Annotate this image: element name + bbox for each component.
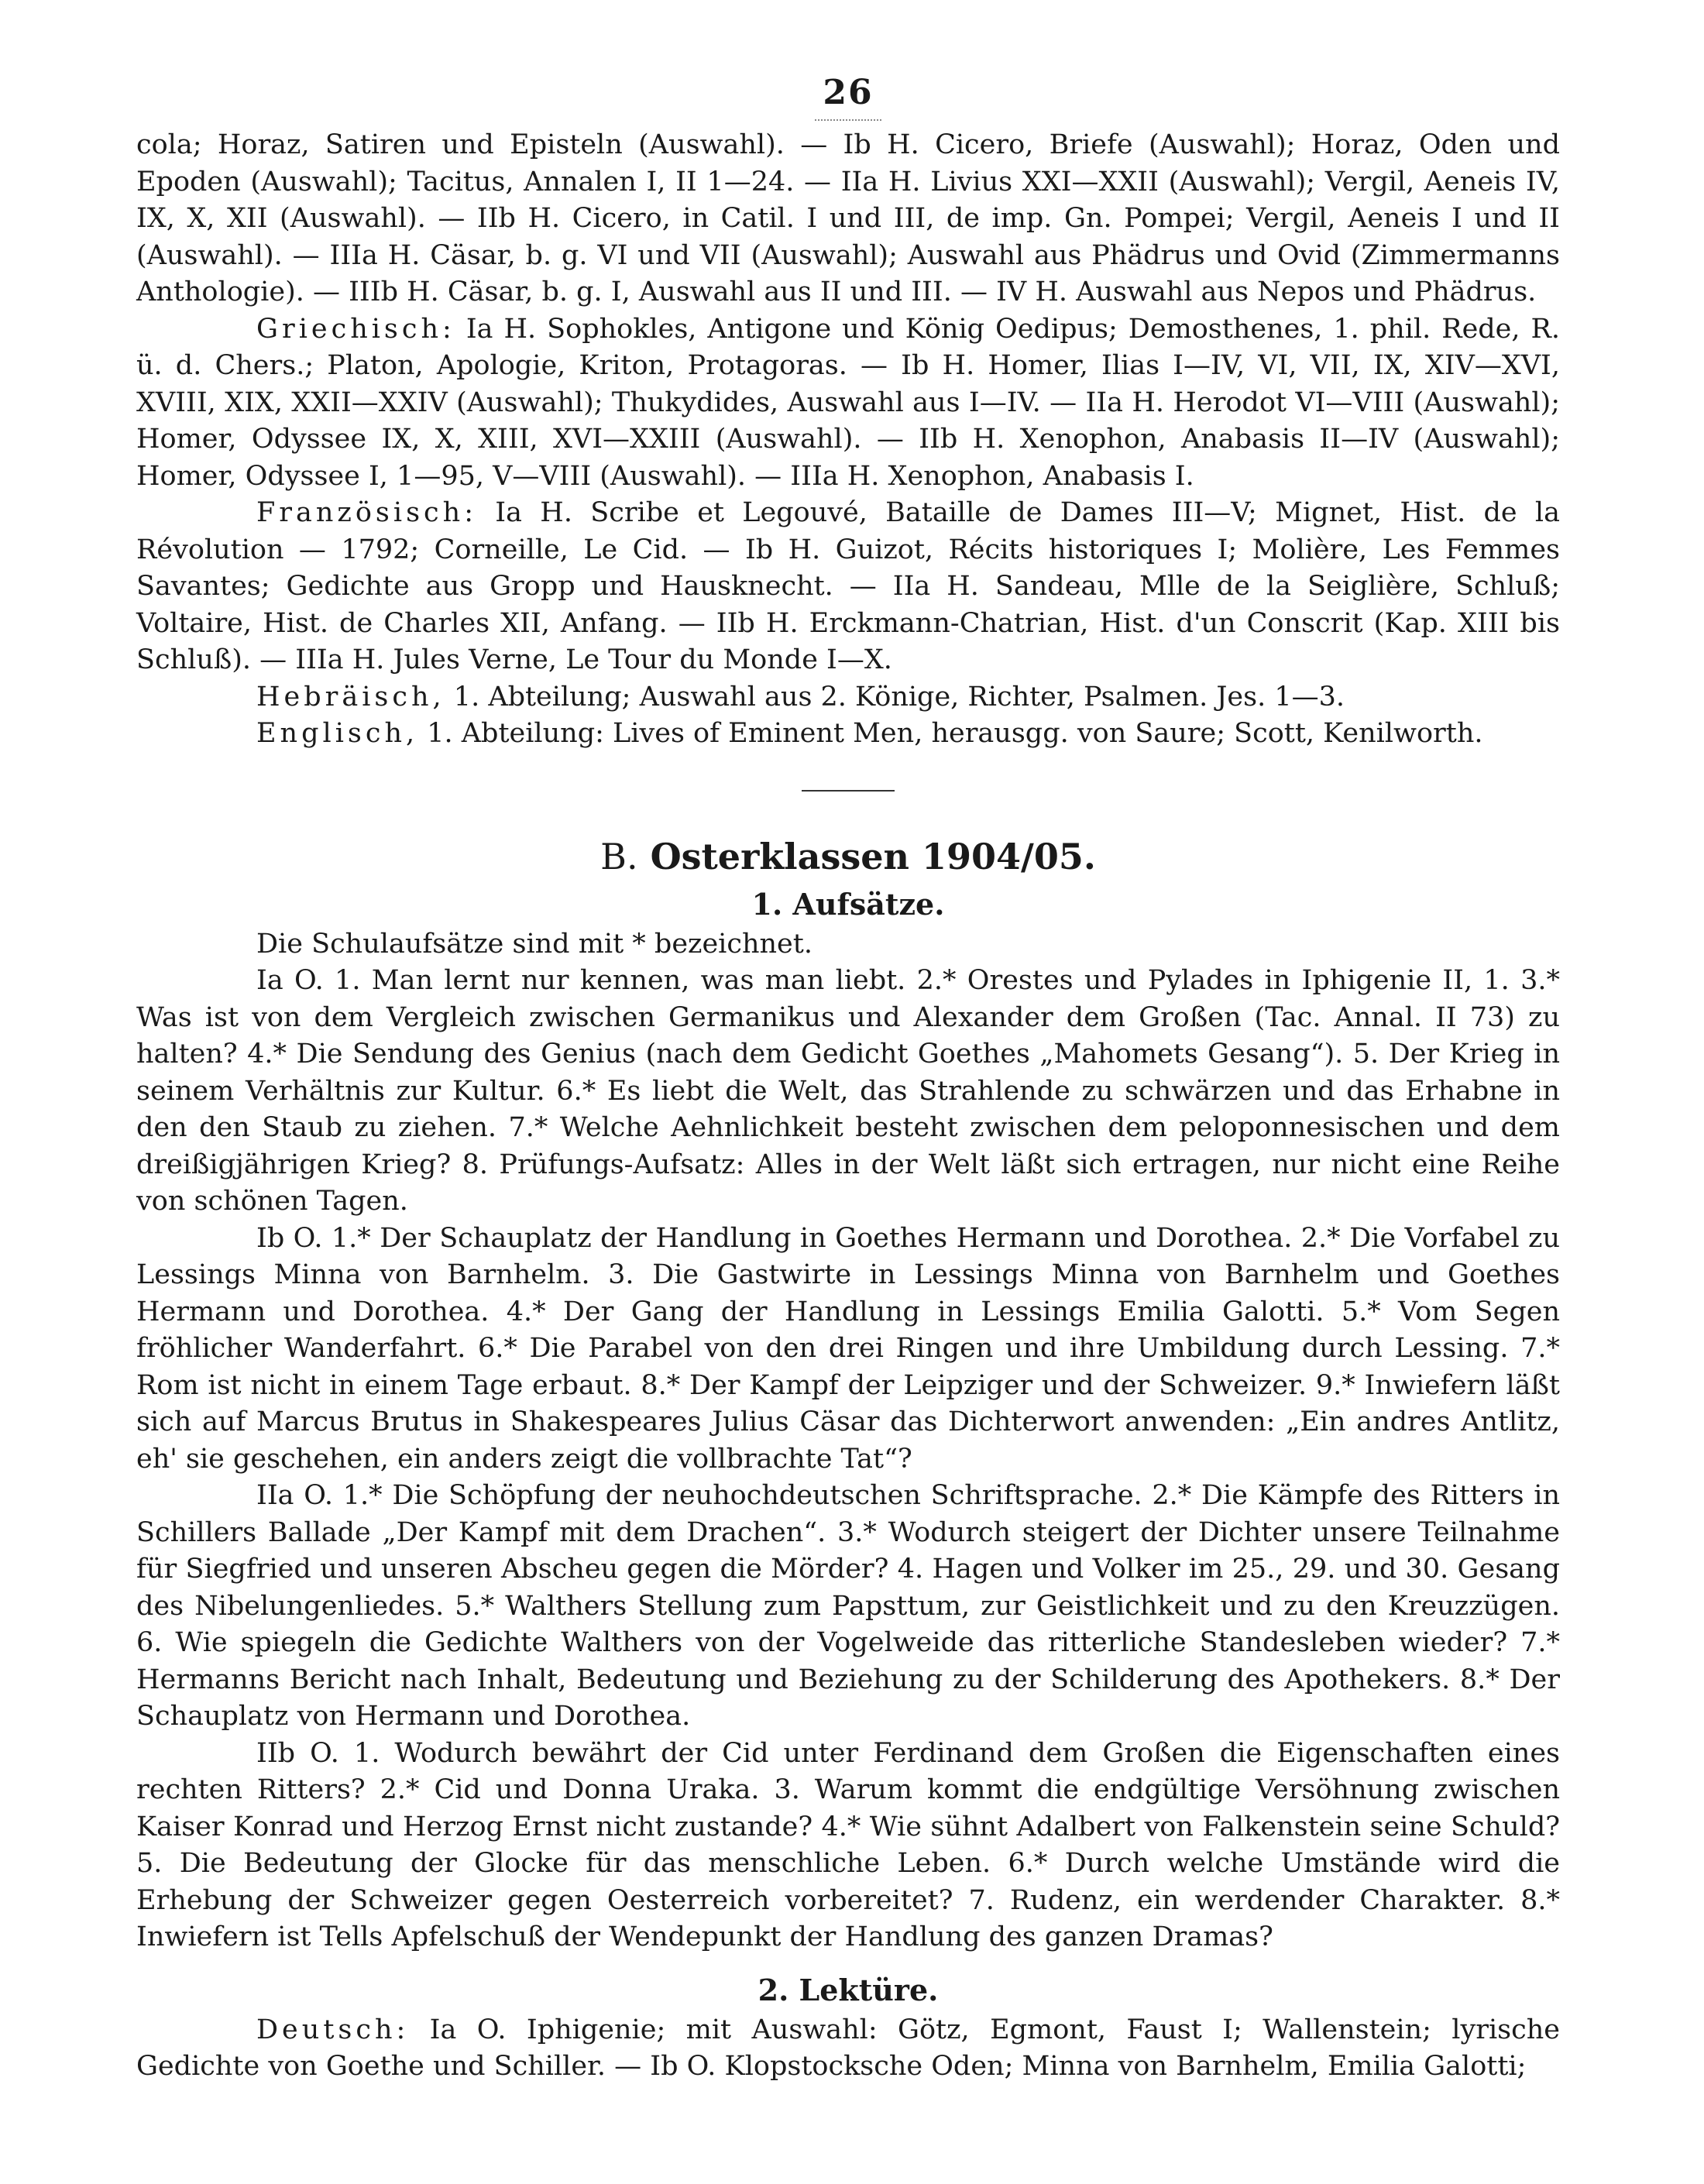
french-text: Ia H. Scribe et Legouvé, Bataille de Dames III—V; Mignet, Hist. de la Révolution — 1792; Corneille, Le Cid. — Ib H. Guizot, Récits historiques I; Molière, Les Femmes Savantes; Gedichte aus Gropp und Hausknecht. — IIa H. Sandeau, Mlle de la Seiglière, Schluß; Voltaire, Hist. de Charles XII, Anfang. — IIb H. Erckmann-Chatrian, Hist. d'un Conscrit (Kap. XIII bis Schluß). — IIIa H. Jules Verne, Le Tour du Monde I—X. [136,497,1560,675]
aufsaetze-iib: IIb O. 1. Wodurch bewährt der Cid unter Ferdinand dem Großen die Eigenschaften eines rechten Ritters? 2.* Cid und Donna Uraka. 3. Warum kommt die endgültige Versöhnung zwischen Kaiser Konrad und Herzog Ernst nicht zustande? 4.* Wie sühnt Adalbert von Falkenstein seine Schuld? 5. Die Bedeutung der Glocke für das menschliche Leben. 6.* Durch welche Umstände wird die Erhebung der Schweizer gegen Oesterreich vorbereitet? 7. Rudenz, ein werdender Charakter. 8.* Inwiefern ist Tells Apfelschuß der Wendepunkt der Handlung des ganzen Dramas? [136,1737,1560,1952]
english-text: 1. Abteilung: Lives of Eminent Men, herausgg. von Saure; Scott, Kenilworth. [418,718,1483,749]
hebrew-label: Hebräisch, [256,681,445,713]
document-page [136,70,1560,2086]
french-label: Französisch: [256,497,477,528]
aufsaetze-ib: Ib O. 1.* Der Schauplatz der Handlung in Goethes Hermann und Dorothea. 2.* Die Vorfabel zu Lessings Minna von Barnhelm. 3. Die Gastwirte in Lessings Minna von Barnhelm und Goethes Hermann und Dorothea. 4.* Der Gang der Handlung in Lessings Emilia Galotti. 5.* Vom Segen fröhlicher Wanderfahrt. 6.* Die Parabel von den drei Ringen und ihre Umbildung durch Lessing. 7.* Rom ist nicht in einem Tage erbaut. 8.* Der Kampf der Leipziger und der Schweizer. 9.* Inwiefern läßt sich auf Marcus Brutus in Shakespeares Julius Cäsar das Dichterwort anwenden: „Ein andres Antlitz, eh' sie geschehen, ein anders zeigt die vollbrachte Tat“? [136,1222,1560,1475]
aufsaetze-ia: Ia O. 1. Man lernt nur kennen, was man liebt. 2.* Orestes und Pylades in Iphigenie II, 1. 3.* Was ist von dem Vergleich zwischen Germanikus und Alexander dem Großen (Tac. Annal. II 73) zu halten? 4.* Die Sendung des Genius (nach dem Gedicht Goethes „Mahomets Gesang“). 5. Der Krieg in seinem Verhältnis zur Kultur. 6.* Es liebt die Welt, das Strahlende zu schwärzen und das Erhabne in den den Staub zu ziehen. 7.* Welche Aehnlichkeit besteht zwischen dem peloponnesischen und dem dreißigjährigen Krieg? 8. Prüfungs-Aufsatz: Alles in der Welt läßt sich ertragen, nur nicht eine Reihe von schönen Tagen. [136,965,1560,1217]
lektuere-heading: 2. Lektüre. [758,1972,939,2007]
french-paragraph [136,495,1560,679]
page-number: 26 [136,70,1560,121]
hebrew-paragraph [136,679,1560,716]
lektuere-deutsch-paragraph [136,2012,1560,2086]
section-prefix: B. [600,835,638,877]
latin-continued-paragraph: cola; Horaz, Satiren und Episteln (Auswahl). — Ib H. Cicero, Briefe (Auswahl); Horaz, Oden und Epoden (Auswahl); Tacitus, Annalen I, II 1—24. — IIa H. Livius XXI—XXII (Auswahl); Vergil, Aeneis IV, IX, X, XII (Auswahl). — IIb H. Cicero, in Catil. I und III, de imp. Gn. Pompei; Vergil, Aeneis I und II (Auswahl). — IIIa H. Cäsar, b. g. VI und VII (Auswahl); Auswahl aus Phädrus und Ovid (Zimmermanns Anthologie). — IIIb H. Cäsar, b. g. I, Auswahl aus II und III. — IV H. Auswahl aus Nepos und Phädrus. [136,129,1560,307]
greek-label: Griechisch: [256,313,455,345]
deutsch-text: Ia O. Iphigenie; mit Auswahl: Götz, Egmont, Faust I; Wallenstein; lyrische Gedichte von Goethe und Schiller. — Ib O. Klopstocksche Oden; Minna von Barnhelm, Emilia Galotti; [136,2014,1560,2082]
section-divider [802,790,895,792]
hebrew-text: 1. Abteilung; Auswahl aus 2. Könige, Richter, Psalmen. Jes. 1—3. [445,681,1345,713]
greek-text: Ia H. Sophokles, Antigone und König Oedipus; Demosthenes, 1. phil. Rede, R. ü. d. Chers.; Platon, Apologie, Kriton, Protagoras. — Ib H. Homer, Ilias I—IV, VI, VII, IX, XIV—XVI, XVIII, XIX, XXII—XXIV (Auswahl); Thukydides, Auswahl aus I—IV. — IIa H. Herodot VI—VIII (Auswahl); Homer, Odyssee IX, X, XIII, XVI—XXIII (Auswahl). — IIb H. Xenophon, Anabasis II—IV (Auswahl); Homer, Odyssee I, 1—95, V—VIII (Auswahl). — IIIa H. Xenophon, Anabasis I. [136,313,1560,492]
section-title [136,832,1560,881]
aufsaetze-iia: IIa O. 1.* Die Schöpfung der neuhochdeutschen Schriftsprache. 2.* Die Kämpfe des Ritters in Schillers Ballade „Der Kampf mit dem Drachen“. 3.* Wodurch steigert der Dichter unsere Teilnahme für Siegfried und unseren Abscheu gegen die Mörder? 4. Hagen und Volker im 25., 29. und 30. Gesang des Nibelungenliedes. 5.* Walthers Stellung zum Papsttum, zur Geistlichkeit und zu den Kreuzzügen. 6. Wie spiegeln die Gedichte Walthers von der Vogelweide das ritterliche Standesleben wieder? 7.* Hermanns Bericht nach Inhalt, Bedeutung und Beziehung zu der Schilderung des Apothekers. 8.* Der Schauplatz von Hermann und Dorothea. [136,1480,1560,1732]
section-title-text: Osterklassen 1904/05. [650,835,1096,877]
aufsaetze-note: Die Schulaufsätze sind mit * bezeichnet. [256,928,812,960]
english-label: Englisch, [256,718,419,749]
deutsch-label: Deutsch: [256,2014,410,2045]
greek-paragraph [136,311,1560,496]
aufsaetze-heading: 1. Aufsätze. [751,886,945,922]
english-paragraph [136,716,1560,753]
